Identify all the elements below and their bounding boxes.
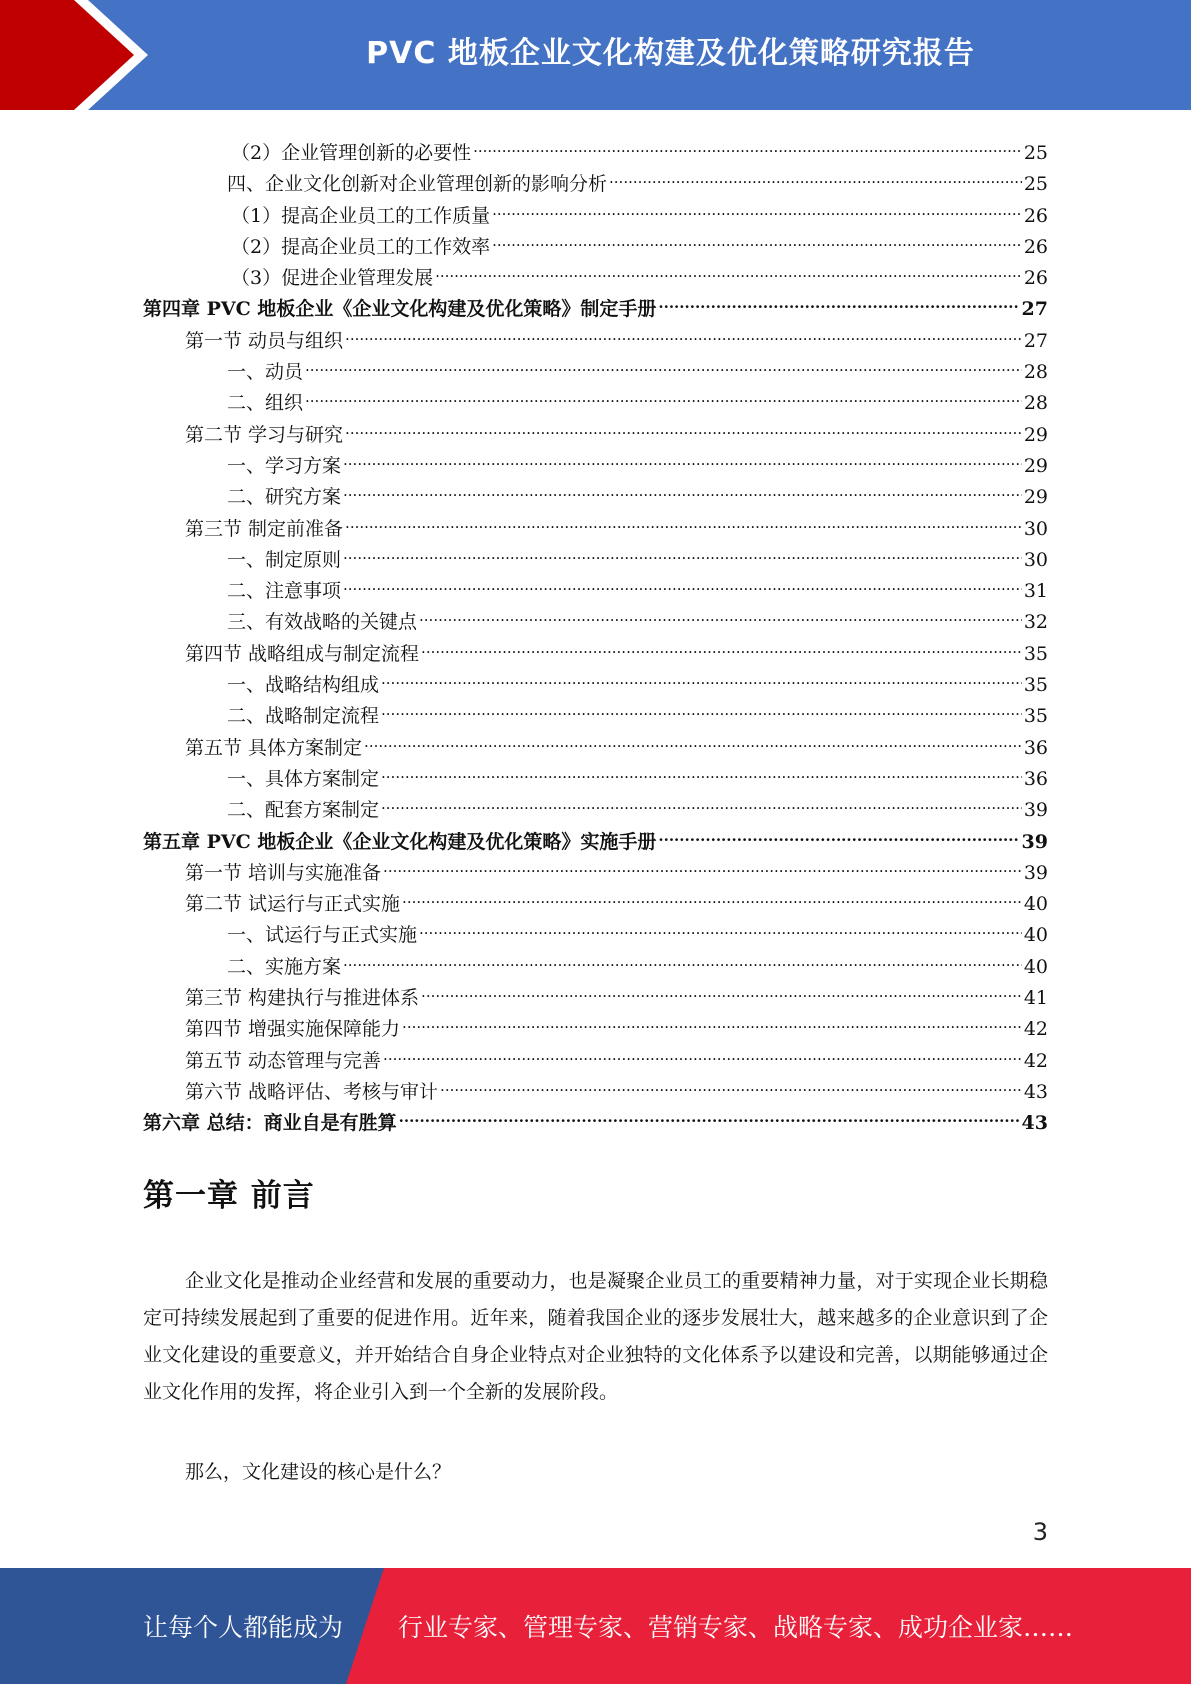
toc-entry-page: 39 [1023, 799, 1048, 822]
question-paragraph: 那么，文化建设的核心是什么？ [185, 1461, 452, 1483]
toc-dot-leader [343, 535, 1022, 566]
toc-entry-page: 41 [1023, 987, 1048, 1010]
toc-entry-title: 二、实施方案 [227, 955, 342, 978]
toc-entry-page: 35 [1023, 642, 1048, 665]
toc-dot-leader [492, 191, 1022, 222]
toc-entry-page: 32 [1023, 611, 1048, 634]
toc-entry-title: （1）提高企业员工的工作质量 [231, 204, 491, 227]
toc-entry-page: 31 [1023, 580, 1048, 603]
toc-entry-page: 39 [1023, 861, 1048, 884]
toc-entry-page: 30 [1023, 548, 1048, 571]
toc-entry-title: 第一节 动员与组织 [185, 329, 344, 352]
toc-entry-title: 第五章 PVC 地板企业《企业文化构建及优化策略》实施手册 [143, 830, 657, 853]
page-number: 3 [1032, 1518, 1048, 1546]
toc-entry-title: 第六章 总结：商业自是有胜算 [143, 1112, 397, 1135]
toc-dot-leader [609, 159, 1022, 190]
toc-dot-leader [343, 441, 1022, 472]
toc-entry-title: 二、配套方案制定 [227, 799, 380, 822]
toc-dot-leader [305, 378, 1022, 409]
toc-entry-title: 第四章 PVC 地板企业《企业文化构建及优化策略》制定手册 [143, 298, 657, 321]
page-header [0, 0, 1191, 110]
toc-dot-leader [419, 910, 1022, 941]
toc-dot-leader [381, 660, 1022, 691]
toc-dot-leader [473, 128, 1022, 159]
toc-entry-title: （3）促进企业管理发展 [231, 267, 434, 290]
toc-entry-title: 一、制定原则 [227, 548, 342, 571]
toc-entry-page: 36 [1023, 736, 1048, 759]
toc-dot-leader [658, 284, 1019, 315]
page-footer [0, 1568, 1191, 1684]
toc-entry-page: 26 [1023, 204, 1048, 227]
toc-entry-page: 40 [1023, 924, 1048, 947]
toc-entry-title: 三、有效战略的关键点 [227, 611, 418, 634]
toc-entry-title: （2）企业管理创新的必要性 [231, 142, 472, 164]
toc-entry-title: 第六节 战略评估、考核与审计 [185, 1080, 439, 1103]
footer-slogan-left: 让每个人都能成为 [143, 1613, 344, 1642]
toc-entry-title: 第四节 战略组成与制定流程 [185, 642, 420, 665]
toc-dot-leader [435, 253, 1022, 284]
toc-entry-title: 二、研究方案 [227, 486, 342, 509]
toc-entry-page: 29 [1023, 454, 1048, 477]
toc-dot-leader [343, 566, 1022, 597]
toc-dot-leader [402, 879, 1022, 910]
toc-entry-page: 25 [1023, 142, 1048, 164]
toc-entry-page: 27 [1023, 329, 1048, 352]
toc-dot-leader [345, 410, 1022, 441]
toc-entry-title: （2）提高企业员工的工作效率 [231, 235, 491, 258]
toc-entry[interactable] [143, 128, 1048, 164]
toc-entry-page: 26 [1023, 267, 1048, 290]
toc-entry-page: 39 [1021, 830, 1048, 853]
toc-entry-page: 27 [1021, 298, 1048, 321]
chapter-heading: 第一章 前言 [143, 1178, 315, 1214]
toc-entry-title: 第三节 制定前准备 [185, 517, 344, 540]
toc-dot-leader [383, 1036, 1022, 1067]
toc-entry-title: 第二节 学习与研究 [185, 423, 344, 446]
toc-dot-leader [343, 942, 1022, 973]
toc-dot-leader [305, 347, 1022, 378]
toc-entry-title: 二、组织 [227, 392, 304, 415]
toc-entry-title: 第五节 具体方案制定 [185, 736, 363, 759]
toc-entry-page: 43 [1021, 1112, 1048, 1135]
toc-entry-page: 40 [1023, 955, 1048, 978]
toc-dot-leader [421, 973, 1022, 1004]
toc-entry-title: 一、动员 [227, 361, 304, 384]
toc-entry-page: 30 [1023, 517, 1048, 540]
toc-entry-page: 43 [1023, 1080, 1048, 1103]
intro-paragraph: 企业文化是推动企业经营和发展的重要动力，也是凝聚企业员工的重要精神力量，对于实现企业长期稳定可持续发展起到了重要的促进作用。近年来，随着我国企业的逐步发展壮大，越来越多的企业意识到了企业文化建设的重要意义，并开始结合自身企业特点对企业独特的文化体系予以建设和完善，以期能够通过企业文化作用的发挥，将企业引入到一个全新的发展阶段。 [143, 1270, 1048, 1403]
toc-dot-leader [381, 754, 1022, 785]
toc-dot-leader [364, 723, 1022, 754]
toc-entry-page: 26 [1023, 235, 1048, 258]
toc-entry-title: 一、学习方案 [227, 454, 342, 477]
toc-dot-leader [399, 1098, 1020, 1129]
toc-entry-page: 29 [1023, 486, 1048, 509]
footer-slogan-right: 行业专家、管理专家、营销专家、战略专家、成功企业家…… [398, 1613, 1074, 1642]
toc-entry-title: 第三节 构建执行与推进体系 [185, 987, 420, 1010]
toc-entry-page: 40 [1023, 893, 1048, 916]
toc-entry-title: 四、企业文化创新对企业管理创新的影响分析 [227, 173, 608, 196]
toc-entry-title: 一、试运行与正式实施 [227, 924, 418, 947]
toc-entry-title: 二、战略制定流程 [227, 705, 380, 728]
toc-dot-leader [383, 848, 1022, 879]
toc-entry-page: 35 [1023, 674, 1048, 697]
toc-entry-title: 第一节 培训与实施准备 [185, 861, 382, 884]
toc-dot-leader [381, 691, 1022, 722]
toc-dot-leader [492, 222, 1022, 253]
toc-entry-page: 35 [1023, 705, 1048, 728]
toc-entry-page: 25 [1023, 173, 1048, 196]
toc-entry-page: 28 [1023, 361, 1048, 384]
toc-dot-leader [345, 504, 1022, 535]
toc-entry-title: 一、战略结构组成 [227, 674, 380, 697]
toc-entry-title: 第二节 试运行与正式实施 [185, 893, 401, 916]
toc-entry-page: 28 [1023, 392, 1048, 415]
toc-entry-page: 42 [1023, 1049, 1048, 1072]
toc-dot-leader [440, 1067, 1022, 1098]
toc-entry-page: 36 [1023, 767, 1048, 790]
toc-entry-title: 一、具体方案制定 [227, 767, 380, 790]
toc-dot-leader [345, 316, 1022, 347]
toc-entry-title: 二、注意事项 [227, 580, 342, 603]
table-of-contents [143, 128, 1048, 1135]
toc-entry-page: 29 [1023, 423, 1048, 446]
toc-dot-leader [402, 1004, 1022, 1035]
toc-dot-leader [421, 629, 1022, 660]
toc-entry-title: 第五节 动态管理与完善 [185, 1049, 382, 1072]
toc-dot-leader [658, 817, 1019, 848]
toc-entry-title: 第四节 增强实施保障能力 [185, 1018, 401, 1041]
toc-entry-page: 42 [1023, 1018, 1048, 1041]
toc-dot-leader [343, 472, 1022, 503]
header-title: PVC 地板企业文化构建及优化策略研究报告 [366, 36, 975, 71]
toc-dot-leader [381, 785, 1022, 816]
toc-dot-leader [419, 597, 1022, 628]
